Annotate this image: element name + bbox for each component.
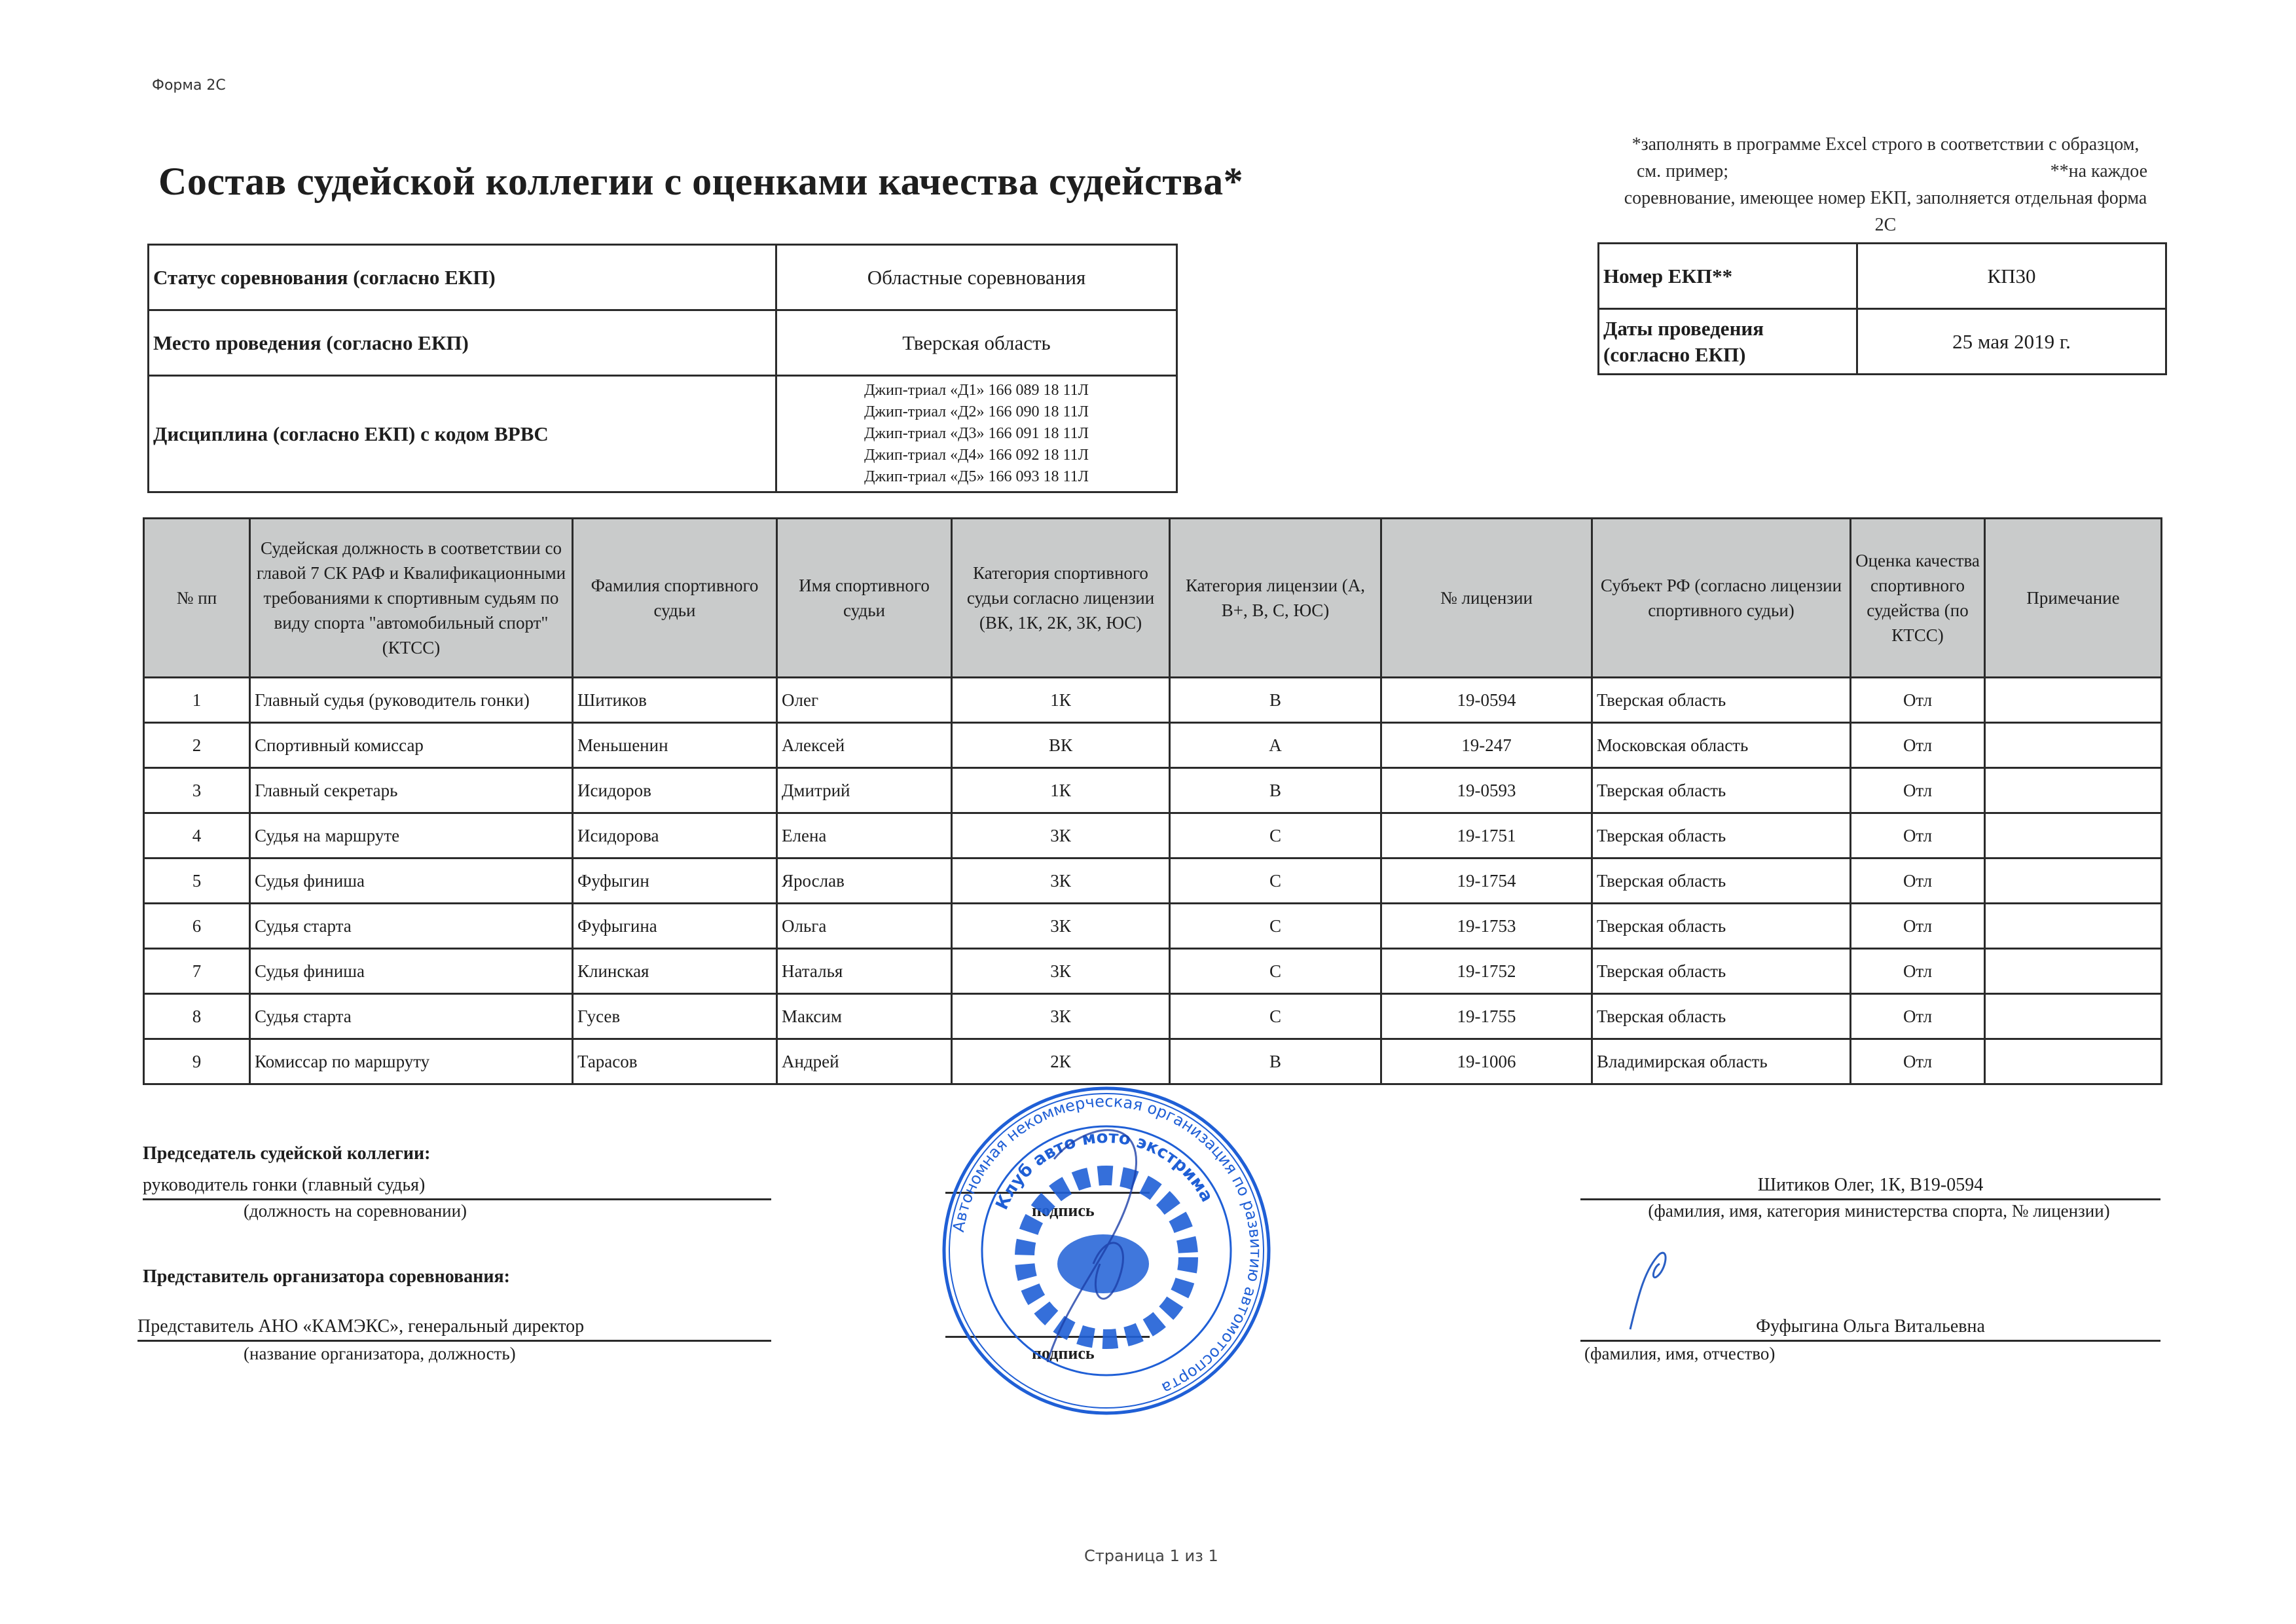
judge-surname-cell: Шитиков: [573, 678, 777, 723]
chair-position-caption: (должность на соревновании): [244, 1201, 467, 1221]
discipline-list: [776, 376, 1177, 492]
judge-name-cell: Андрей: [777, 1039, 952, 1084]
stamp-outer-text: Автономная некоммерческая организация по развитию автомотоспорта: [949, 1092, 1266, 1398]
header-cell: Имя спортивного судьи: [777, 519, 952, 678]
page-title: Состав судейской коллегии с оценками качества судейства*: [158, 160, 1244, 203]
table-row: [144, 723, 2162, 768]
license-category-cell: С: [1170, 904, 1381, 949]
table-row: [144, 768, 2162, 813]
org-heading: Представитель организатора соревнования:: [143, 1266, 510, 1287]
region-cell: Владимирская область: [1592, 1039, 1851, 1084]
remark-cell: [1985, 994, 2162, 1039]
footnote-line: соревнование, имеющее номер ЕКП, заполняется отдельная форма: [1624, 188, 2147, 208]
license-number-cell: 19-247: [1381, 723, 1592, 768]
judge-name-cell: Наталья: [777, 949, 952, 994]
status-value: Областные соревнования: [776, 245, 1177, 310]
org-position: Представитель АНО «КАМЭКС», генеральный директор: [137, 1316, 771, 1342]
region-cell: Тверская область: [1592, 768, 1851, 813]
judge-name-cell: Алексей: [777, 723, 952, 768]
handwritten-signature-icon: [1624, 1244, 1676, 1336]
header-cell: Фамилия спортивного судьи: [573, 519, 777, 678]
quality-rating-cell: Отл: [1851, 994, 1985, 1039]
judge-category-cell: 1К: [952, 768, 1170, 813]
license-number-cell: 19-1751: [1381, 813, 1592, 858]
judge-surname-cell: Фуфыгина: [573, 904, 777, 949]
judge-position-cell: Судья старта: [250, 994, 573, 1039]
remark-cell: [1985, 1039, 2162, 1084]
chair-name: Шитиков Олег, 1К, В19-0594: [1580, 1175, 2160, 1200]
ekp-value: КП30: [1857, 244, 2166, 309]
stamp-inner-text: Клуб авто мото экстрима: [992, 1127, 1217, 1213]
quality-rating-cell: Отл: [1851, 813, 1985, 858]
judge-position-cell: Главный судья (руководитель гонки): [250, 678, 573, 723]
header-cell: № лицензии: [1381, 519, 1592, 678]
judge-name-cell: Елена: [777, 813, 952, 858]
region-cell: Тверская область: [1592, 813, 1851, 858]
ekp-info-table: [1597, 242, 2167, 375]
remark-cell: [1985, 858, 2162, 904]
judge-name-cell: Дмитрий: [777, 768, 952, 813]
region-cell: Тверская область: [1592, 949, 1851, 994]
judge-category-cell: 3К: [952, 858, 1170, 904]
discipline-label: Дисциплина (согласно ЕКП) с кодом ВРВС: [149, 376, 776, 492]
remark-cell: [1985, 904, 2162, 949]
judge-category-cell: 3К: [952, 813, 1170, 858]
table-row: [144, 904, 2162, 949]
discipline-item: Джип-триал «Д3» 166 091 18 11Л: [864, 425, 1089, 442]
footnote-line: 2С: [1874, 215, 1897, 235]
judge-position-cell: Главный секретарь: [250, 768, 573, 813]
license-number-cell: 19-1752: [1381, 949, 1592, 994]
region-cell: Тверская область: [1592, 904, 1851, 949]
license-category-cell: С: [1170, 813, 1381, 858]
footnote-block: [1597, 131, 2174, 238]
license-category-cell: В: [1170, 678, 1381, 723]
judge-name-cell: Ярослав: [777, 858, 952, 904]
quality-rating-cell: Отл: [1851, 678, 1985, 723]
table-row: [144, 858, 2162, 904]
license-category-cell: В: [1170, 768, 1381, 813]
header-cell: Оценка качества спортивного судейства (по КТСС): [1851, 519, 1985, 678]
judge-position-cell: Комиссар по маршруту: [250, 1039, 573, 1084]
header-cell: Категория лицензии (А, В+, В, С, ЮС): [1170, 519, 1381, 678]
footnote-line: **на каждое: [2050, 161, 2147, 181]
license-number-cell: 19-0593: [1381, 768, 1592, 813]
chair-heading: Председатель судейской коллегии:: [143, 1143, 431, 1164]
license-number-cell: 19-1754: [1381, 858, 1592, 904]
license-number-cell: 19-1755: [1381, 994, 1592, 1039]
judge-category-cell: 3К: [952, 904, 1170, 949]
judge-name-cell: Ольга: [777, 904, 952, 949]
ekp-label: Номер ЕКП**: [1599, 244, 1857, 309]
row-number-cell: 4: [144, 813, 250, 858]
region-cell: Тверская область: [1592, 994, 1851, 1039]
judge-surname-cell: Фуфыгин: [573, 858, 777, 904]
header-cell: Судейская должность в соответствии со главой 7 СК РАФ и Квалификационными требованиями к спортивным судьям по виду спорта "автомобильный спорт" (КТСС): [250, 519, 573, 678]
row-number-cell: 7: [144, 949, 250, 994]
judges-table: [143, 517, 2162, 1085]
judge-category-cell: ВК: [952, 723, 1170, 768]
judge-category-cell: 1К: [952, 678, 1170, 723]
org-signature-caption: подпись: [1032, 1344, 1095, 1363]
judge-position-cell: Спортивный комиссар: [250, 723, 573, 768]
footnote-line: *заполнять в программе Excel строго в соответствии с образцом,: [1631, 134, 2140, 155]
license-category-cell: С: [1170, 858, 1381, 904]
table-row: [144, 678, 2162, 723]
chair-position: руководитель гонки (главный судья): [143, 1175, 771, 1200]
page-number: Страница 1 из 1: [1084, 1547, 1218, 1565]
org-position-caption: (название организатора, должность): [244, 1344, 516, 1363]
table-row: [144, 1039, 2162, 1084]
judge-surname-cell: Тарасов: [573, 1039, 777, 1084]
judge-surname-cell: Гусев: [573, 994, 777, 1039]
remark-cell: [1985, 723, 2162, 768]
quality-rating-cell: Отл: [1851, 768, 1985, 813]
dates-label: Даты проведения (согласно ЕКП): [1599, 309, 1857, 375]
judge-position-cell: Судья финиша: [250, 949, 573, 994]
quality-rating-cell: Отл: [1851, 949, 1985, 994]
region-cell: Тверская область: [1592, 858, 1851, 904]
row-number-cell: 1: [144, 678, 250, 723]
remark-cell: [1985, 768, 2162, 813]
place-label: Место проведения (согласно ЕКП): [149, 310, 776, 376]
license-category-cell: В: [1170, 1039, 1381, 1084]
discipline-item: Джип-триал «Д1» 166 089 18 11Л: [864, 382, 1089, 399]
discipline-item: Джип-триал «Д4» 166 092 18 11Л: [864, 447, 1089, 464]
region-cell: Тверская область: [1592, 678, 1851, 723]
judge-category-cell: 3К: [952, 994, 1170, 1039]
chair-signature-caption: подпись: [1032, 1201, 1095, 1220]
dates-value: 25 мая 2019 г.: [1857, 309, 2166, 375]
header-cell: Примечание: [1985, 519, 2162, 678]
license-number-cell: 19-1006: [1381, 1039, 1592, 1084]
judge-surname-cell: Исидоров: [573, 768, 777, 813]
remark-cell: [1985, 813, 2162, 858]
row-number-cell: 8: [144, 994, 250, 1039]
judge-position-cell: Судья финиша: [250, 858, 573, 904]
judge-position-cell: Судья старта: [250, 904, 573, 949]
header-cell: Субъект РФ (согласно лицензии спортивного судьи): [1592, 519, 1851, 678]
region-cell: Московская область: [1592, 723, 1851, 768]
status-label: Статус соревнования (согласно ЕКП): [149, 245, 776, 310]
judge-surname-cell: Исидорова: [573, 813, 777, 858]
table-row: [144, 994, 2162, 1039]
table-row: [144, 949, 2162, 994]
competition-info-table: [147, 244, 1178, 493]
judge-category-cell: 2К: [952, 1039, 1170, 1084]
license-category-cell: С: [1170, 949, 1381, 994]
table-row: [144, 813, 2162, 858]
chair-name-caption: (фамилия, имя, категория министерства спорта, № лицензии): [1648, 1201, 2110, 1221]
license-category-cell: А: [1170, 723, 1381, 768]
judge-category-cell: 3К: [952, 949, 1170, 994]
row-number-cell: 9: [144, 1039, 250, 1084]
organization-stamp-icon: [936, 1080, 1277, 1421]
remark-cell: [1985, 678, 2162, 723]
row-number-cell: 2: [144, 723, 250, 768]
quality-rating-cell: Отл: [1851, 1039, 1985, 1084]
footnote-line: см. пример;: [1637, 161, 1729, 181]
header-cell: Категория спортивного судьи согласно лицензии (ВК, 1К, 2К, 3К, ЮС): [952, 519, 1170, 678]
judge-position-cell: Судья на маршруте: [250, 813, 573, 858]
header-row: [144, 519, 2162, 678]
place-value: Тверская область: [776, 310, 1177, 376]
org-name: Фуфыгина Ольга Витальевна: [1580, 1316, 2160, 1342]
form-label: Форма 2С: [152, 77, 226, 94]
judge-surname-cell: Меньшенин: [573, 723, 777, 768]
row-number-cell: 5: [144, 858, 250, 904]
discipline-item: Джип-триал «Д5» 166 093 18 11Л: [864, 468, 1089, 485]
license-number-cell: 19-0594: [1381, 678, 1592, 723]
judge-name-cell: Максим: [777, 994, 952, 1039]
row-number-cell: 3: [144, 768, 250, 813]
row-number-cell: 6: [144, 904, 250, 949]
license-number-cell: 19-1753: [1381, 904, 1592, 949]
quality-rating-cell: Отл: [1851, 858, 1985, 904]
quality-rating-cell: Отл: [1851, 904, 1985, 949]
header-cell: № пп: [144, 519, 250, 678]
discipline-item: Джип-триал «Д2» 166 090 18 11Л: [864, 403, 1089, 420]
org-name-caption: (фамилия, имя, отчество): [1584, 1344, 1776, 1363]
remark-cell: [1985, 949, 2162, 994]
quality-rating-cell: Отл: [1851, 723, 1985, 768]
license-category-cell: С: [1170, 994, 1381, 1039]
judge-surname-cell: Клинская: [573, 949, 777, 994]
judge-name-cell: Олег: [777, 678, 952, 723]
